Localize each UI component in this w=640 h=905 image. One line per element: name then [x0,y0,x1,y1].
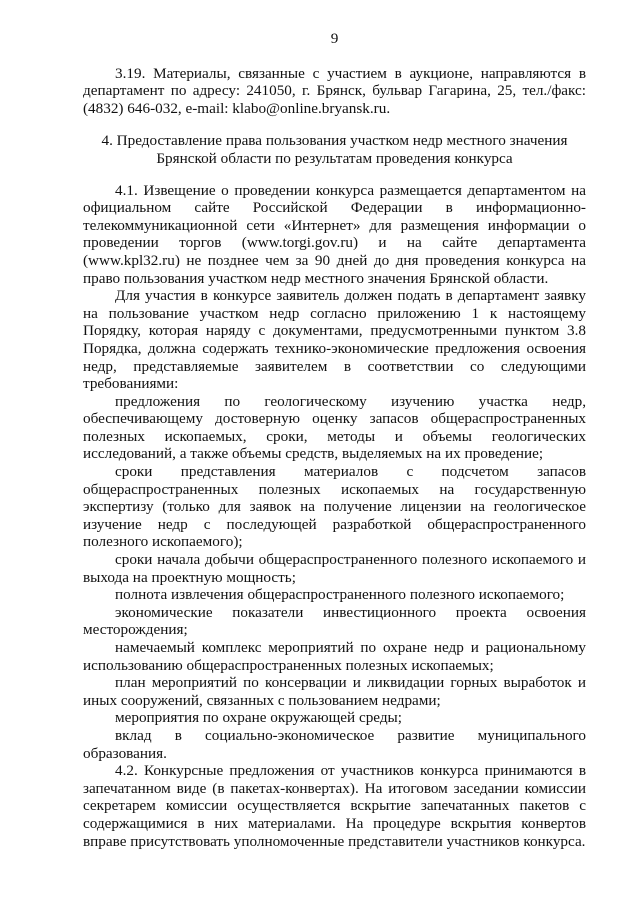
document-page [83,30,586,850]
requirement-economic-indicators: экономические показатели инвестиционного проекта освоения месторождения; [83,603,586,639]
page-number: 9 [330,30,339,47]
requirement-submission-terms: сроки представления материалов с подсчетом запасов общераспространенных полезных ископаемых на государственную экспертизу (только для заявок на получение лицензии на геологическое изучение недр с последующей разработкой общераспространенного полезного ископаемого); [83,463,586,551]
section-heading-line-2: Брянской области по результатам проведения конкурса [156,149,513,167]
requirement-production-start: сроки начала добычи общераспространенного полезного ископаемого и выхода на проектную мощность; [83,551,586,586]
requirement-geological-study: предложения по геологическому изучению участка недр, обеспечивающему достоверную оценку запасов общераспространенных полезных ископаемых, сроки, методы и объемы геологических исследований, а также объемы средств, выделяемых на их проведение; [83,392,586,463]
paragraph-4-2: 4.2. Конкурсные предложения от участников конкурса принимаются в запечатанном виде (в пакетах-конвертах). На итоговом заседании комиссии секретарем комиссии осуществляется вскрытие запечатанных пакетов с содержащимися в них материалами. На процедуре вскрытия конвертов вправе присутствовать уполномоченные представители участников конкурса. [83,762,586,850]
requirement-conservation-plan: план мероприятий по консервации и ликвидации горных выработок и иных сооружений, связанных с пользованием недрами; [83,674,586,709]
section-heading [83,132,586,167]
paragraph-participation: Для участия в конкурсе заявитель должен подать в департамент заявку на пользование участком недр согласно приложению 1 к настоящему Порядку, которая наряду с документами, предусмотренными пунктом 3.8 Порядка, должна содержать технико-экономические предложения освоения недр, представляемые заявителем в соответствии со следующими требованиями: [83,287,586,393]
requirement-environment-protection: мероприятия по охране окружающей среды; [115,709,402,727]
section-heading-line-1: 4. Предоставление права пользования участком недр местного значения [101,132,568,150]
paragraph-4-1: 4.1. Извещение о проведении конкурса размещается департаментом на официальном сайте Российской Федерации в информационно-телекоммуникационной сети «Интернет» для размещения информации о проведении торгов (www.torgi.gov.ru) и на сайте департамента (www.kpl32.ru) не позднее чем за 90 дней до дня проведения конкурса на право пользования участком недр местного значения Брянской области. [83,181,586,287]
requirement-subsoil-protection: намечаемый комплекс мероприятий по охране недр и рациональному использованию общераспространенных полезных ископаемых; [83,639,586,674]
requirement-socio-economic-contribution: вклад в социально-экономическое развитие муниципального образования. [83,726,586,762]
requirement-extraction-completeness: полнота извлечения общераспространенного полезного ископаемого; [115,586,565,604]
paragraph-3-19: 3.19. Материалы, связанные с участием в аукционе, направляются в департамент по адресу: 241050, г. Брянск, бульвар Гагарина, 25, тел./факс: (4832) 646-032, e-mail: klabo@online.bryansk.ru. [83,64,586,117]
